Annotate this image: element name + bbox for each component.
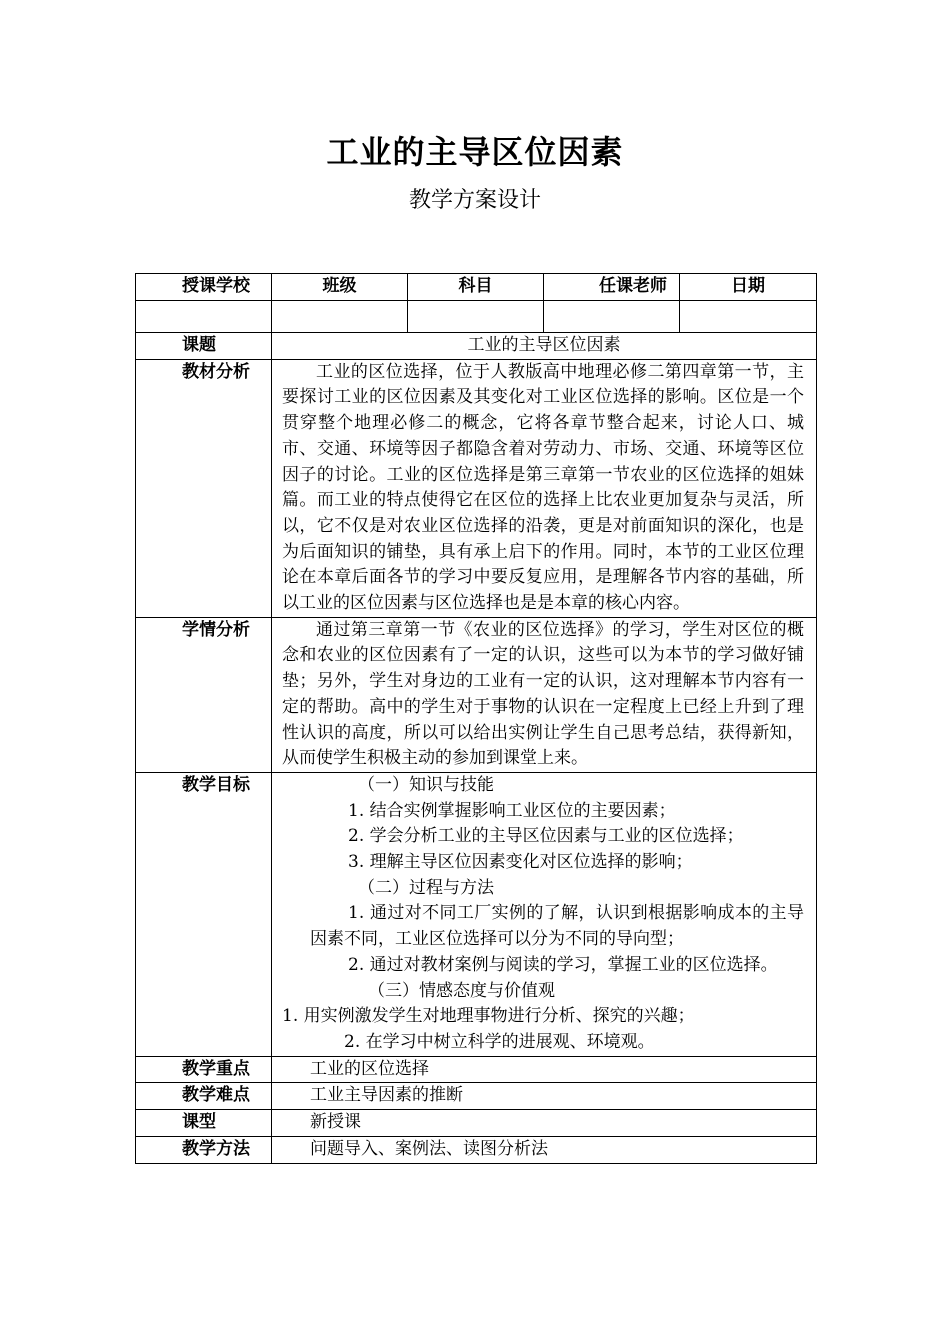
lesson-type-value: 新授课 [272, 1110, 817, 1137]
lesson-type-row [136, 1110, 817, 1137]
textbook-analysis-cell [272, 359, 817, 617]
topic-value: 工业的主导区位因素 [272, 333, 817, 360]
methods-value: 问题导入、案例法、读图分析法 [272, 1136, 817, 1163]
key-point-row [136, 1056, 817, 1083]
school-value [136, 301, 272, 333]
class-value [272, 301, 408, 333]
header-values-row [136, 301, 817, 333]
document-title: 工业的主导区位因素 [326, 133, 624, 171]
header-row [136, 274, 817, 301]
topic-row [136, 333, 817, 360]
methods-row [136, 1136, 817, 1163]
goal-item: 1. 结合实例掌握影响工业区位的主要因素； [348, 800, 676, 821]
header-date: 日期 [680, 274, 817, 301]
key-point-value: 工业的区位选择 [272, 1056, 817, 1083]
goal-item: 2. 通过对教材案例与阅读的学习，掌握工业的区位选择。 [348, 954, 778, 975]
date-value [680, 301, 817, 333]
student-analysis-text: 通过第三章第一节《农业的区位选择》的学习，学生对区位的概念和农业的区位因素有了一定的认识，这些可以为本节的学习做好铺垫；另外，学生对身边的工业有一定的认识，这对理解本节内容有一定的帮助。高中的学生对于事物的认识在一定程度上已经上升到了理性认识的高度，所以可以给出实例让学生自己思考总结，获得新知，从而使学生积极主动的参加到课堂上来。 [282, 619, 804, 769]
difficulty-label: 教学难点 [136, 1083, 272, 1110]
textbook-analysis-text: 工业的区位选择，位于人教版高中地理必修二第四章第一节，主要探讨工业的区位因素及其变化对工业区位选择的影响。区位是一个贯穿整个地理必修二的概念，它将各章节整合起来，讨论人口、城市、交通、环境等因子都隐含着对劳动力、市场、交通、环境等区位因子的讨论。工业的区位选择是第三章第一节农业的区位选择的姐妹篇。而工业的特点使得它在区位的选择上比农业更加复杂与灵活，所以，它不仅是对农业区位选择的沿袭，更是对前面知识的深化，也是为后面知识的铺垫，具有承上启下的作用。同时，本节的工业区位理论在本章后面各节的学习中要反复应用，是理解各节内容的基础，所以工业的区位因素与区位选择也是是本章的核心内容。 [282, 361, 804, 614]
topic-label: 课题 [136, 333, 272, 360]
goal-item: 1. 通过对不同工厂实例的了解，认识到根据影响成本的主导因素不同，工业区位选择可以分为不同的导向型； [310, 903, 804, 950]
header-class: 班级 [272, 274, 408, 301]
student-analysis-row [136, 617, 817, 772]
goal-item: 2. 学会分析工业的主导区位因素与工业的区位选择； [348, 826, 744, 847]
student-analysis-label: 学情分析 [136, 617, 272, 772]
header-school: 授课学校 [136, 274, 272, 301]
goal-item: 3. 理解主导区位因素变化对区位选择的影响； [348, 852, 693, 873]
document-subtitle: 教学方案设计 [408, 188, 541, 213]
subject-value [408, 301, 544, 333]
key-point-label: 教学重点 [136, 1056, 272, 1083]
goal-item: 2. 在学习中树立科学的进展观、环境观。 [344, 1031, 655, 1052]
textbook-analysis-label: 教材分析 [136, 359, 272, 617]
difficulty-value: 工业主导因素的推断 [272, 1083, 817, 1110]
teaching-goals-row [136, 772, 817, 1056]
textbook-analysis-row [136, 359, 817, 617]
goal-section-title: （一）知识与技能 [358, 774, 494, 795]
methods-label: 教学方法 [136, 1136, 272, 1163]
teacher-value [544, 301, 680, 333]
header-subject: 科目 [408, 274, 544, 301]
header-teacher: 任课老师 [544, 274, 680, 301]
difficulty-row [136, 1083, 817, 1110]
teaching-goals-cell [272, 772, 817, 1056]
goal-item: 1. 用实例激发学生对地理事物进行分析、探究的兴趣； [282, 1006, 695, 1027]
goal-section-title: （三）情感态度与价值观 [368, 980, 555, 1001]
goal-section-title: （二）过程与方法 [358, 877, 494, 898]
teaching-goals-label: 教学目标 [136, 772, 272, 1056]
lesson-plan-table [135, 273, 817, 1164]
lesson-type-label: 课型 [136, 1110, 272, 1137]
student-analysis-cell [272, 617, 817, 772]
